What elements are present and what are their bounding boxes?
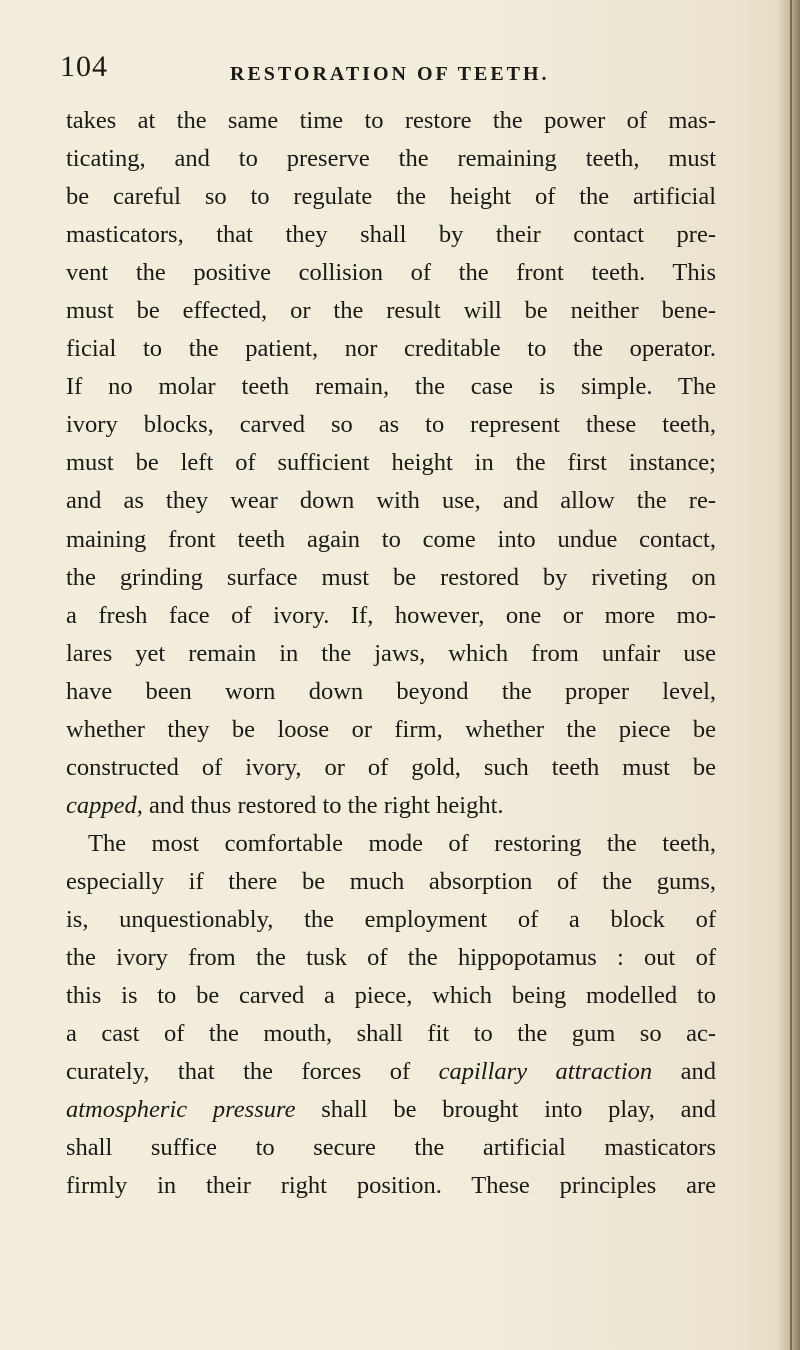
text-line: ticating, and to preserve the remaining teeth, must: [66, 145, 716, 173]
text-line: ivory blocks, carved so as to represent these teeth,: [66, 411, 716, 439]
text-line: this is to be carved a piece, which being modelled to: [66, 982, 716, 1010]
text-line: be careful so to regulate the height of the artificial: [66, 183, 716, 211]
text-line: takes at the same time to restore the power of mas-: [66, 107, 716, 134]
italic-term: capped,: [66, 791, 143, 819]
text-line: must be left of sufficient height in the first instance;: [66, 449, 716, 477]
text-line: capped, and thus restored to the right height.: [66, 791, 504, 819]
text-line: atmospheric pressure shall be brought into play, and: [66, 1096, 716, 1124]
text-line: a cast of the mouth, shall fit to the gum so ac-: [66, 1020, 716, 1048]
text-line: is, unquestionably, the employment of a block of: [66, 905, 716, 933]
italic-term: capillary attraction: [438, 1058, 653, 1086]
text-line: shall suffice to secure the artificial masticators: [66, 1134, 716, 1162]
italic-term: atmospheric pressure: [66, 1096, 296, 1124]
text-line: curately, that the forces of capillary attraction and: [66, 1058, 716, 1086]
text-line: firmly in their right position. These principles are: [66, 1172, 716, 1200]
text-line: The most comfortable mode of restoring the teeth,: [88, 829, 716, 857]
page-edge: [790, 0, 792, 1350]
text-line: whether they be loose or firm, whether the piece be: [66, 715, 716, 743]
body-text: [66, 102, 716, 1205]
text-line: and as they wear down with use, and allow the re-: [66, 487, 716, 515]
text-line: a fresh face of ivory. If, however, one or more mo-: [66, 601, 716, 629]
page-number: 104: [60, 50, 108, 83]
text-line: especially if there be much absorption of the gums,: [66, 867, 716, 895]
page-header: [60, 52, 720, 96]
text-line: If no molar teeth remain, the case is simple. The: [66, 373, 716, 401]
text-line: must be effected, or the result will be neither bene-: [66, 297, 716, 325]
text-line: constructed of ivory, or of gold, such teeth must be: [66, 753, 716, 781]
text-line: maining front teeth again to come into undue contact,: [66, 525, 716, 553]
text-line: ficial to the patient, nor creditable to the operator.: [66, 335, 716, 363]
text-line: masticators, that they shall by their contact pre-: [66, 221, 716, 249]
page-gutter-shadow: [778, 0, 800, 1350]
text-line: lares yet remain in the jaws, which from unfair use: [66, 639, 716, 667]
text-line: have been worn down beyond the proper level,: [66, 677, 716, 705]
text-line: vent the positive collision of the front teeth. This: [66, 259, 716, 287]
text-line: the grinding surface must be restored by riveting on: [66, 563, 716, 591]
running-head: RESTORATION OF TEETH.: [230, 63, 550, 85]
text-line: the ivory from the tusk of the hippopotamus : out of: [66, 944, 716, 972]
